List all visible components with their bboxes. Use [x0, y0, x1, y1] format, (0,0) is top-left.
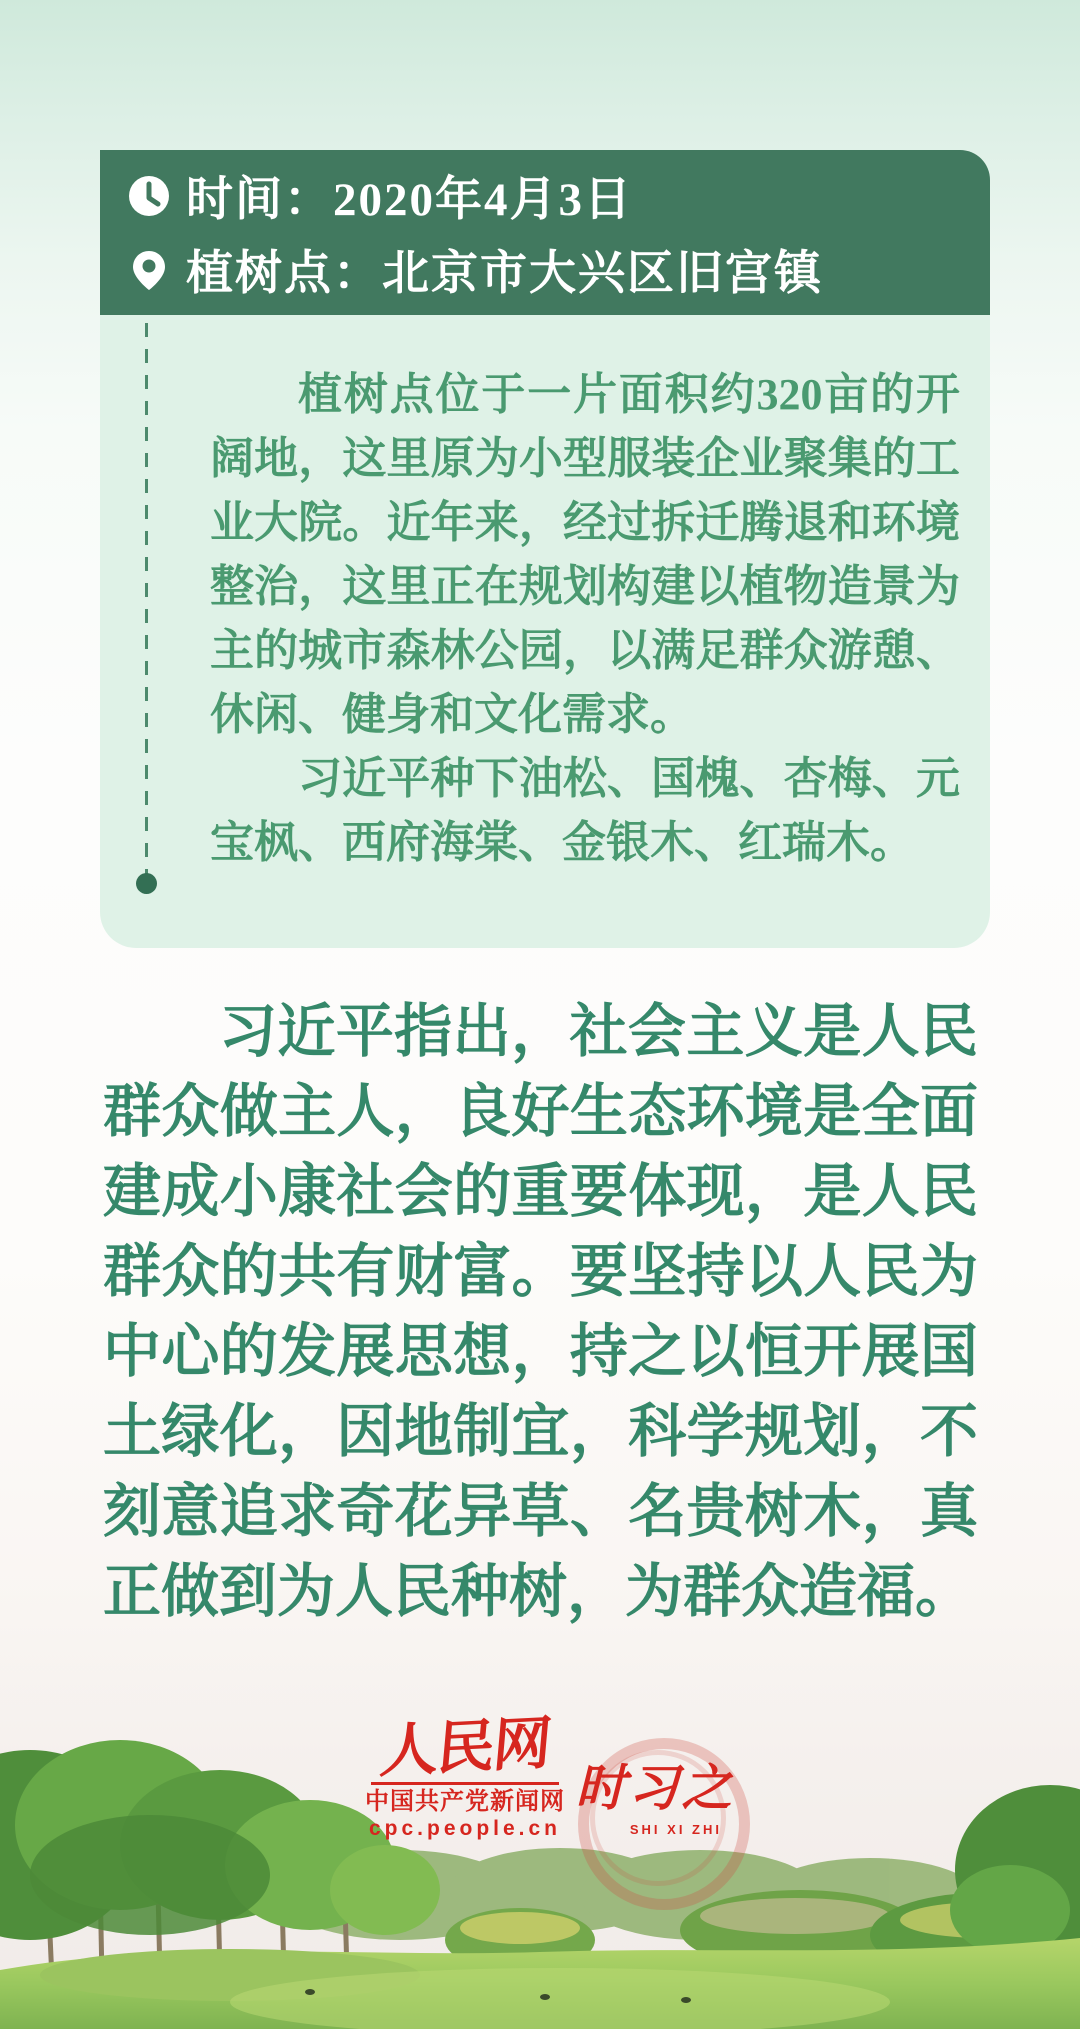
location-text: 植树点：北京市大兴区旧宫镇 [186, 248, 823, 300]
cpc-news-site-url: cpc.people.cn [368, 1817, 562, 1840]
planting-site-description [210, 363, 960, 875]
main-quote: 习近平指出，社会主义是人民群众做主人，良好生态环境是全面建成小康社会的重要体现，是人民群众的共有财富。要坚持以人民为中心的发展思想，持之以恒开展国土绿化，因地制宜，科学规划，不刻意追求奇花异草、名贵树木，真正做到为人民种树，为群众造福。 [103, 999, 978, 1624]
time-row [128, 163, 990, 229]
location-pin-icon [128, 249, 170, 291]
people-net-script-text: 人民网 [377, 1710, 553, 1785]
location-row [128, 237, 990, 303]
info-card [100, 150, 990, 948]
dashed-timeline [145, 323, 148, 875]
time-text: 时间：2020年4月3日 [186, 174, 633, 226]
shixizhi-title: 时习之 [575, 1760, 735, 1816]
shixizhi-pinyin: SHI XI ZHI [629, 1822, 722, 1837]
cpc-news-site-name: 中国共产党新闻网 [365, 1788, 565, 1815]
timeline-end-dot [136, 873, 157, 894]
site-paragraph-2: 习近平种下油松、国槐、杏梅、元宝枫、西府海棠、金银木、红瑞木。 [210, 754, 960, 867]
people-daily-logo [360, 1710, 570, 1841]
clock-icon [128, 175, 170, 217]
info-card-body [100, 315, 990, 948]
info-card-header [100, 150, 990, 315]
site-paragraph-1: 植树点位于一片面积约320亩的开阔地，这里原为小型服装企业聚集的工业大院。近年来，经过拆迁腾退和环境整治，这里正在规划构建以植物造景为主的城市森林公园，以满足群众游憩、休闲、健身和文化需求。 [210, 370, 960, 739]
shixizhi-logo [570, 1738, 740, 1837]
